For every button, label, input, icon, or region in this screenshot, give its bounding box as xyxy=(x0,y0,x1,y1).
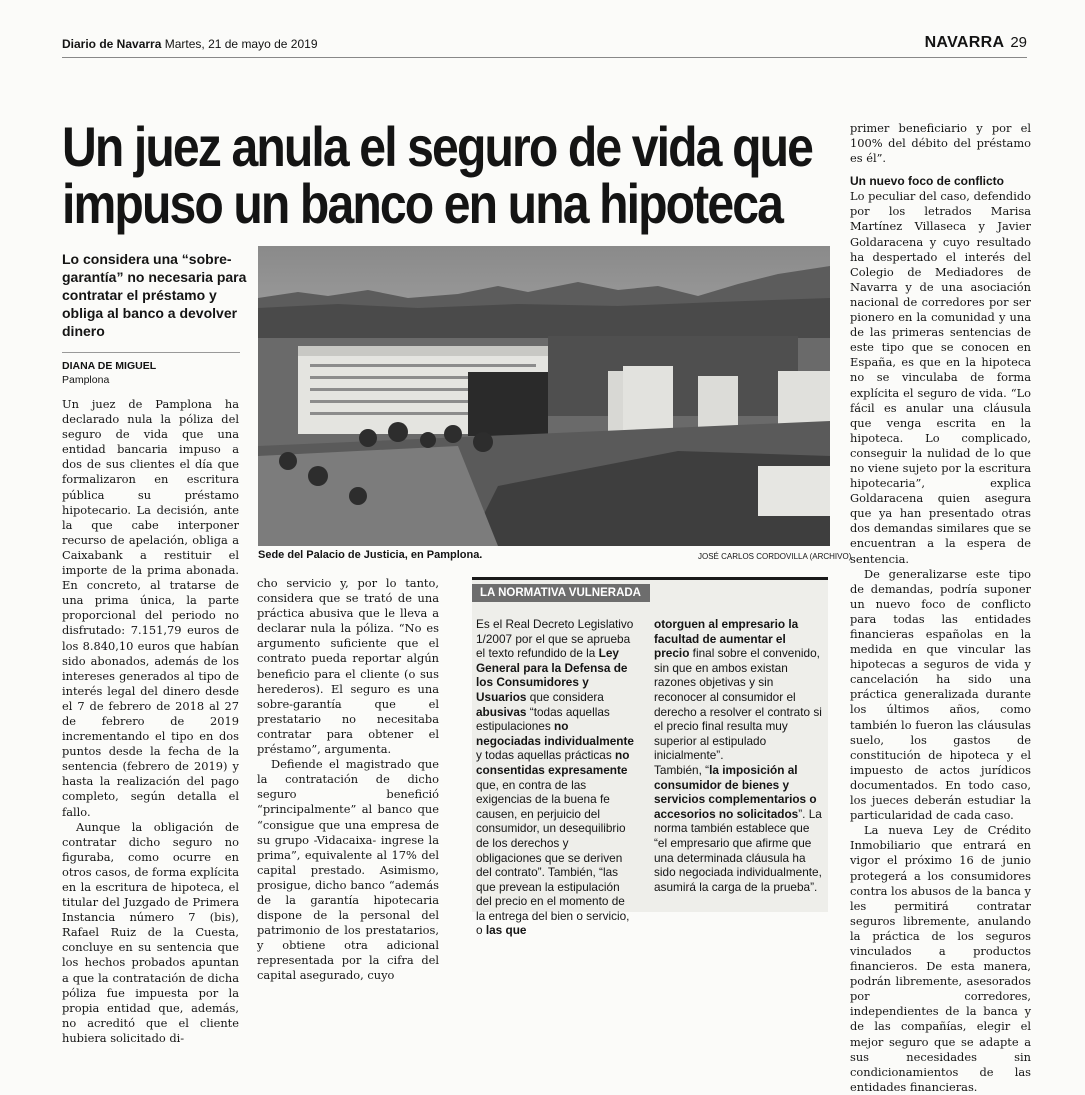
photo-caption: Sede del Palacio de Justicia, en Pamplona. xyxy=(258,549,483,561)
sidebar-column-2: otorguen al empresario la facultad de aumentar el precio final sobre el convenido, sin que en ambos existan razones objetivas y sin reconocer al consumidor el derecho a resolver el contrato si el precio final resulta muy superior al estipulado inicialmente”. También, “la imposición al consumidor de bienes y servicios complementarios o accesorios no solicitados”. La norma también establece que “el empresario que afirme que una determinada cláusula ha sido negociada individualmente, asumirá la carga de la prueba”. xyxy=(654,617,822,894)
paragraph: Defiende el magistrado que la contratación de dicho seguro benefició “principalmente” al banco que “consigue que una empresa de su grupo -Vidacaixa- ingrese la prima”, equivalente al 17% del capital prestado. Asimismo, prosigue, dicho banco “además de la garantía hipotecaria dispone de la personal del patrimonio de los prestatarios, y obtiene otra adicional representada por la cifra del capital asegurado, cuyo xyxy=(257,757,439,983)
masthead xyxy=(62,37,318,51)
dateline-place: Pamplona xyxy=(62,374,110,386)
section-name: NAVARRA xyxy=(924,34,1005,51)
courthouse-photo xyxy=(258,246,830,546)
paragraph: Aunque la obligación de contratar dicho seguro no figuraba, como ocurre en otros casos, de forma explícita en la escritura de hipoteca, el titular del Juzgado de Primera Instancia número 7 (bis), Rafael Ruiz de la Cuesta, concluye en su sentencia que los hechos probados apuntan a que la contratación de dicha póliza fue impuesta por la propia entidad que, además, no acreditó que el cliente hubiera solicitado di- xyxy=(62,819,239,1045)
header-rule xyxy=(62,57,1027,58)
subheadline: Lo considera una “sobre-garantía” no necesaria para contratar el préstamo y obliga al banco a devolver dinero xyxy=(62,251,247,339)
photo-credit: JOSÉ CARLOS CORDOVILLA (ARCHIVO) xyxy=(698,552,852,561)
paper-name: Diario de Navarra xyxy=(62,37,162,51)
paragraph: primer beneficiario y por el 100% del débito del préstamo es él”. xyxy=(850,121,1031,166)
subhead-rule xyxy=(62,352,240,353)
paragraph: Lo peculiar del caso, defendido por los letrados Marisa Martínez Villaseca y Javier Goldaracena y cuyo resultado ha despertado el interés del Colegio de Mediadores de Navarra y de una asociación nacional de corredores por ser pionero en la comunidad y una de las primeras sentencias de este tipo que se conocen en España, es que en la hipoteca no se vinculaba de forma explícita el seguro de vida. “Lo fácil es anular una cláusula que venga escrita en la hipoteca. Lo complicado, conseguir la nulidad de lo que no viene sujeto por la escritura hipotecaria”, explica Goldaracena quien asegura que ya han presentado otras dos demandas similares que se encuentran a la espera de sentencia. xyxy=(850,189,1031,566)
paragraph: De generalizarse este tipo de demandas, podría suponer un nuevo foco de conflicto para todas las entidades financieras españolas en la medida en que vincular las hipotecas a seguros de vida y cancelación ha sido una práctica generalizada durante los últimos años, como también lo fueron las cláusulas suelo, los gastos de constitución de hipoteca y el impuesto de actos jurídicos documentados. En todo caso, los jueces deberán estudiar la particularidad de cada caso. xyxy=(850,566,1031,823)
photo-image xyxy=(258,246,830,546)
sidebar-box-title: LA NORMATIVA VULNERADA xyxy=(472,584,650,602)
issue-date: Martes, 21 de mayo de 2019 xyxy=(164,37,318,51)
body-column-1 xyxy=(62,397,239,1046)
body-column-5 xyxy=(850,121,1031,1095)
paragraph: cho servicio y, por lo tanto, considera que se trató de una práctica abusiva que le lleva a declarar nula la póliza. “No es argumento suficiente que el contrato pueda reportar algún beneficio para el cliente (o sus herederos). El seguro es una sobre-garantía que el prestatario no necesitaba contratar para obtener el préstamo”, argumenta. xyxy=(257,576,439,757)
intertitle: Un nuevo foco de conflicto xyxy=(850,174,1005,189)
headline: Un juez anula el seguro de vida que impuso un banco en una hipoteca xyxy=(62,115,813,235)
byline: DIANA DE MIGUEL xyxy=(62,360,157,372)
sidebar-column-1: Es el Real Decreto Legislativo 1/2007 por el que se aprueba el texto refundido de la Ley General para la Defensa de los Consumidores y Usuarios que considera abusivas “todas aquellas estipulaciones no negociadas individualmente y todas aquellas prácticas no consentidas expresamente que, en contra de las exigencias de la buena fe causen, en perjuicio del consumidor, un desequilibrio de los derechos y obligaciones que se deriven del contrato”. También, “las que prevean la estipulación del precio en el momento de la entrega del bien o servicio, o las que xyxy=(476,617,634,938)
section-header xyxy=(925,34,1027,52)
body-column-2 xyxy=(257,576,439,984)
paragraph: Un juez de Pamplona ha declarado nula la póliza del seguro de vida que una entidad bancaria impuso a dos de sus clientes el día que formalizaron en escritura pública su préstamo hipotecario. La decisión, ante la que cabe interponer recurso de apelación, obliga a Caixabank a restituir el importe de la prima abonada. En concreto, al tratarse de una prima única, la parte proporcional del periodo no disfrutado: 7.151,79 euros de los 8.840,10 euros que habían sido abonados, además de los intereses generados al tipo de interés legal del dinero desde el 7 de febrero de 2018 al 27 de febrero de 2019 incrementando el tipo en dos puntos desde la fecha de la sentencia (febrero de 2019) y hasta la realización del pago completo, según detalla el fallo. xyxy=(62,397,239,819)
page-number: 29 xyxy=(1010,34,1027,51)
paragraph: La nueva Ley de Crédito Inmobiliario que entrará en vigor el próximo 16 de junio protegerá a los consumidores contra los abusos de la banca y les permitirá contratar seguros libremente, anulando la práctica de los seguros vinculados a productos financieros. De esta manera, podrán libremente, asesorados por corredores, independientes de la banca y de las compañías, elegir el mejor seguro que se adapte a sus necesidades sin condicionamientos de las entidades financieras. xyxy=(850,823,1031,1094)
